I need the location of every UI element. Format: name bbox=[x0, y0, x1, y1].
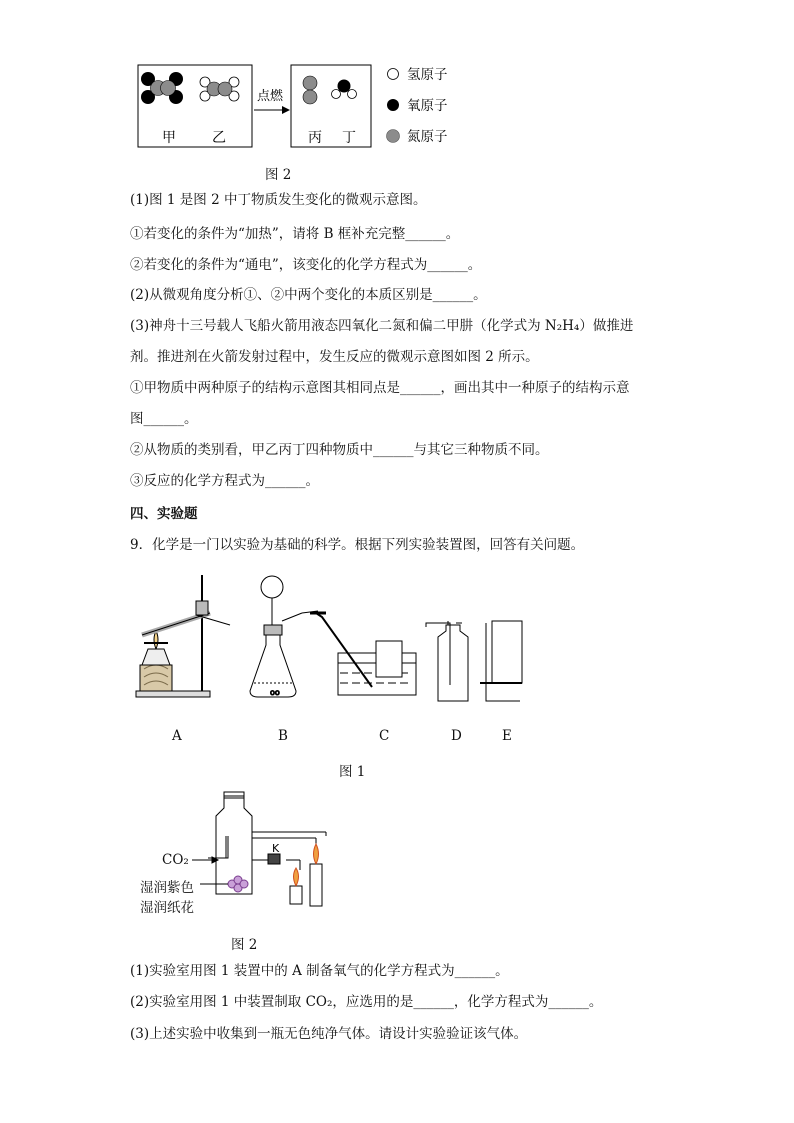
apparatus-label-e: E bbox=[502, 728, 512, 744]
question-line-9: ②从物质的类别看，甲乙丙丁四种物质中______与其它三种物质不同。 bbox=[130, 442, 549, 458]
valve-label: K bbox=[272, 842, 280, 855]
section-heading: 四、实验题 bbox=[130, 506, 198, 522]
reaction-diagram bbox=[130, 55, 470, 155]
flower-label-2: 湿润纸花 bbox=[140, 900, 194, 916]
arrow-condition: 点燃 bbox=[257, 89, 284, 104]
legend-hydrogen: 氢原子 bbox=[407, 67, 448, 83]
figure-2-bottom-caption: 图 2 bbox=[231, 937, 258, 953]
flower-label-1: 湿润紫色 bbox=[140, 880, 194, 896]
molecule-bing bbox=[303, 76, 317, 104]
apparatus-e bbox=[480, 621, 522, 701]
molecule-yi bbox=[200, 77, 239, 101]
question-line-3: ②若变化的条件为“通电”，该变化的化学方程式为______。 bbox=[130, 257, 482, 273]
label-ding: 丁 bbox=[342, 130, 356, 146]
apparatus-label-b: B bbox=[278, 728, 288, 744]
question-line-8: 图______。 bbox=[130, 411, 198, 427]
apparatus-label-d: D bbox=[451, 728, 462, 744]
arrow-head bbox=[282, 106, 290, 114]
product-box bbox=[291, 65, 371, 147]
question-line-7: ①甲物质中两种原子的结构示意图其相同点是______，画出其中一种原子的结构示意 bbox=[130, 380, 630, 396]
legend-oxygen: 氧原子 bbox=[407, 98, 448, 114]
figure-caption-top: 图 2 bbox=[265, 167, 292, 183]
legend-hydrogen-swatch bbox=[388, 69, 399, 80]
molecule-ding bbox=[332, 80, 357, 99]
co2-label: CO₂ bbox=[162, 852, 189, 868]
apparatus-a bbox=[136, 575, 230, 697]
legend-nitrogen-swatch bbox=[387, 130, 400, 143]
question-line-5: (3)神舟十三号载人飞船火箭用液态四氧化二氮和偏二甲肼（化学式为 N₂H₄）做推进 bbox=[130, 318, 634, 334]
exp-question-1: (1)实验室用图 1 装置中的 A 制备氧气的化学方程式为______。 bbox=[130, 963, 509, 979]
label-yi: 乙 bbox=[212, 130, 226, 146]
exp-question-2: (2)实验室用图 1 中装置制取 CO₂，应选用的是______，化学方程式为______。 bbox=[130, 994, 603, 1010]
question-9-intro: 9．化学是一门以实验为基础的科学。根据下列实验装置图，回答有关问题。 bbox=[130, 537, 585, 553]
legend bbox=[387, 67, 448, 145]
apparatus-b bbox=[250, 576, 318, 697]
label-bing: 丙 bbox=[308, 130, 322, 146]
apparatus-c bbox=[310, 613, 416, 695]
label-jia: 甲 bbox=[162, 130, 176, 146]
figure-1-caption: 图 1 bbox=[339, 764, 366, 780]
legend-oxygen-swatch bbox=[387, 99, 399, 111]
question-line-10: ③反应的化学方程式为______。 bbox=[130, 473, 319, 489]
question-line-1: (1)图 1 是图 2 中丁物质发生变化的微观示意图。 bbox=[130, 192, 427, 208]
apparatus-label-c: C bbox=[379, 728, 390, 744]
svg-text:oo: oo bbox=[270, 688, 280, 697]
apparatus-d bbox=[426, 621, 468, 701]
wet-purple-flower bbox=[228, 876, 248, 892]
exp-question-3: (3)上述实验中收集到一瓶无色纯净气体。请设计实验验证该气体。 bbox=[130, 1026, 528, 1042]
legend-nitrogen: 氮原子 bbox=[407, 129, 448, 145]
question-line-4: (2)从微观角度分析①、②中两个变化的本质区别是______。 bbox=[130, 287, 487, 303]
question-line-2: ①若变化的条件为“加热”，请将 B 框补充完整______。 bbox=[130, 226, 460, 242]
apparatus-figure bbox=[130, 565, 530, 710]
question-line-6: 剂。推进剂在火箭发射过程中，发生反应的微观示意图如图 2 所示。 bbox=[130, 349, 539, 365]
molecule-jia bbox=[141, 72, 183, 104]
apparatus-label-a: A bbox=[172, 728, 182, 744]
